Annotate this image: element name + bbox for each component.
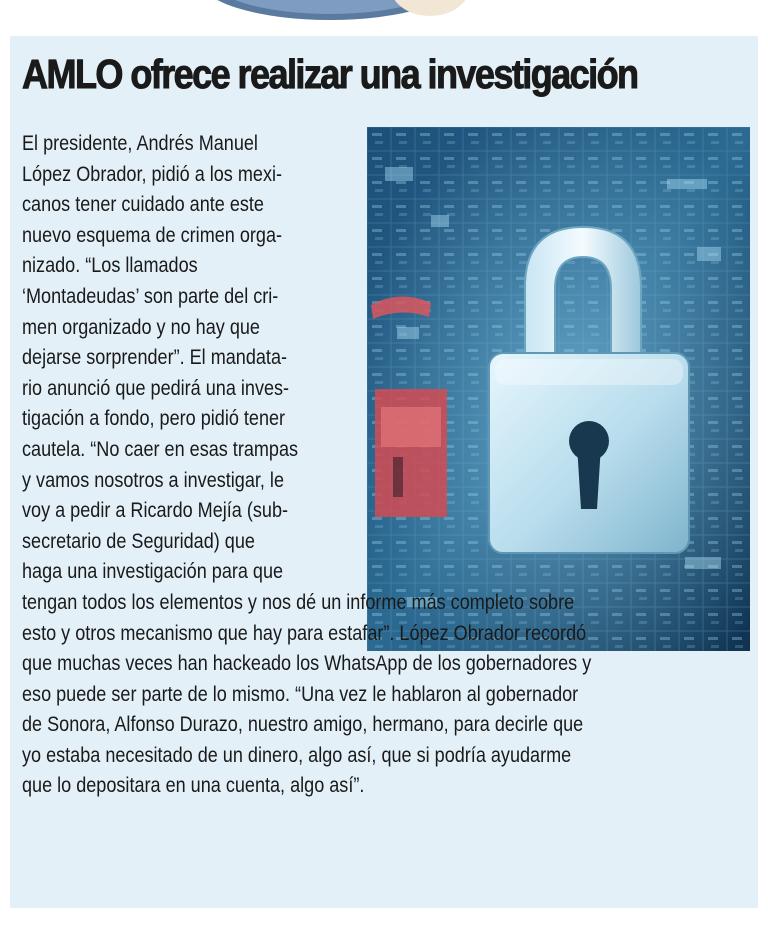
- body-line: cautela. “No caer en esas trampas: [22, 436, 299, 461]
- body-line: López Obrador, pidió a los mexi-: [22, 161, 283, 186]
- body-line: secretario de Seguridad) que: [22, 528, 255, 553]
- body-line: haga una investigación para que: [22, 559, 284, 584]
- body-line: canos tener cuidado ante este: [22, 192, 264, 217]
- body-line: y vamos nosotros a investigar, le: [22, 467, 285, 492]
- body-line: yo estaba necesitado de un dinero, algo así, que si podría ayudarme: [22, 742, 572, 767]
- article-body: [22, 128, 734, 801]
- body-line: nuevo esquema de crimen orga-: [22, 222, 283, 247]
- body-line: nizado. “Los llamados: [22, 253, 198, 278]
- body-line: esto y otros mecanismo que hay para estafar”. López Obrador recordó: [22, 620, 587, 645]
- headline: AMLO ofrece realizar una investigación: [22, 51, 638, 97]
- body-line: que lo depositara en una cuenta, algo así”.: [22, 773, 365, 798]
- body-line: que muchas veces han hackeado los WhatsApp de los gobernadores y: [22, 651, 592, 676]
- top-decoration: [0, 0, 768, 22]
- body-line: El presidente, Andrés Manuel: [22, 131, 258, 155]
- body-line: de Sonora, Alfonso Durazo, nuestro amigo, hermano, para decirle que: [22, 712, 584, 737]
- body-line: men organizado y no hay que: [22, 314, 260, 339]
- article-panel: [10, 36, 758, 908]
- body-line: tigación a fondo, pero pidió tener: [22, 406, 286, 431]
- body-line: ‘Montadeudas’ son parte del cri-: [22, 283, 279, 308]
- body-line: eso puede ser parte de lo mismo. “Una vez le hablaron al gobernador: [22, 681, 579, 706]
- body-line: rio anunció que pedirá una inves-: [22, 375, 290, 400]
- body-line: dejarse sorprender”. El mandata-: [22, 345, 288, 370]
- body-line: voy a pedir a Ricardo Mejía (sub-: [22, 498, 289, 523]
- body-line: tengan todos los elementos y nos dé un informe más completo sobre: [22, 589, 575, 614]
